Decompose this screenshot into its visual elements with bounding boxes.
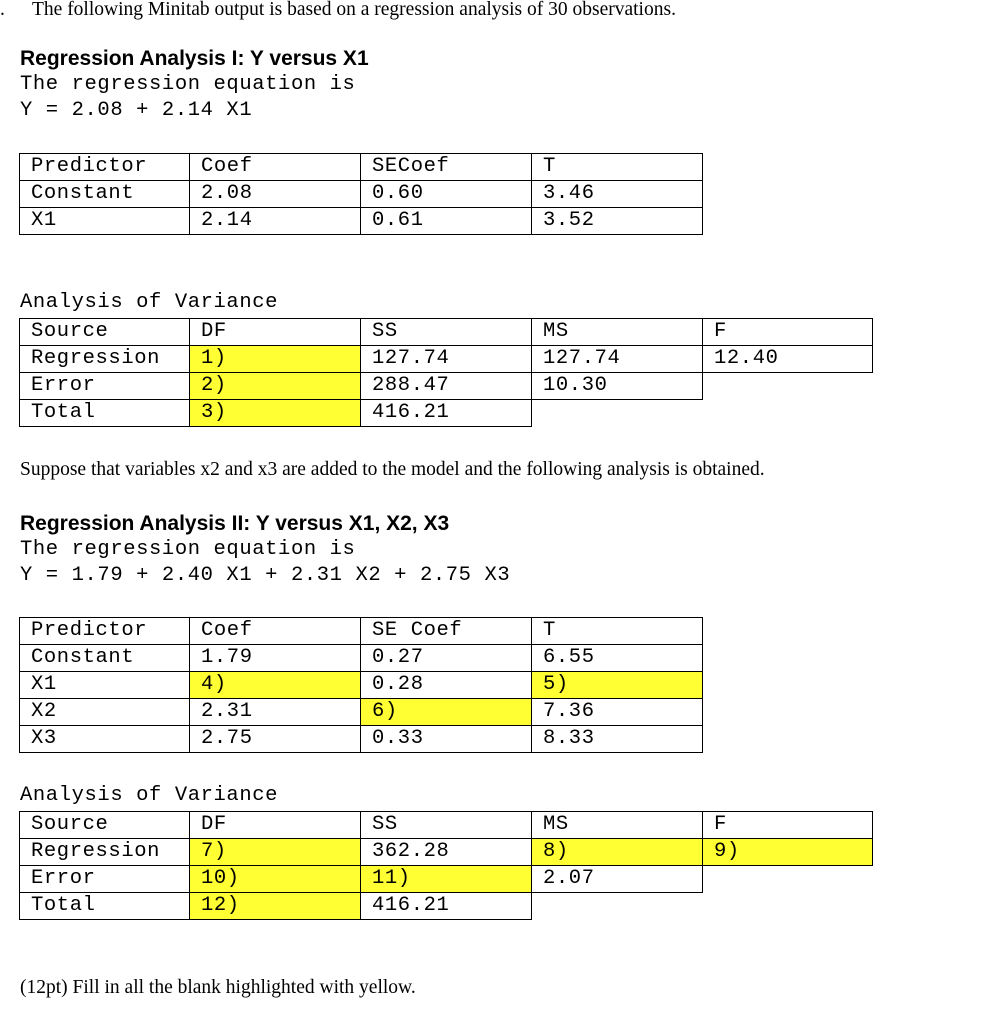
analysis2-eq-intro: The regression equation is [20, 538, 356, 561]
table-row [20, 839, 873, 866]
bullet-mark: . [0, 0, 5, 20]
table-header-row [20, 154, 703, 181]
blank-4: 4) [190, 672, 361, 699]
blank-8: 8) [532, 839, 703, 866]
blank-1: 1) [190, 346, 361, 373]
cell: X1 [20, 208, 190, 235]
blank-7: 7) [190, 839, 361, 866]
header-df: DF [190, 319, 361, 346]
header-t: T [532, 154, 703, 181]
header-df: DF [190, 812, 361, 839]
header-predictor: Predictor [20, 618, 190, 645]
header-ss: SS [361, 812, 532, 839]
cell: Regression [20, 839, 190, 866]
empty-cell [703, 866, 873, 893]
cell: 416.21 [361, 893, 532, 920]
cell: X2 [20, 699, 190, 726]
cell: Constant [20, 645, 190, 672]
analysis2-title: Regression Analysis II: Y versus X1, X2, X3 [20, 512, 450, 535]
header-t: T [532, 618, 703, 645]
header-se-coef: SE Coef [361, 618, 532, 645]
table-row [20, 866, 873, 893]
cell: 288.47 [361, 373, 532, 400]
cell: 0.28 [361, 672, 532, 699]
blank-2: 2) [190, 373, 361, 400]
blank-6: 6) [361, 699, 532, 726]
empty-cell [703, 400, 873, 427]
table-header-row [20, 812, 873, 839]
blank-3: 3) [190, 400, 361, 427]
analysis1-equation: Y = 2.08 + 2.14 X1 [20, 99, 253, 122]
table-row [20, 699, 703, 726]
cell: 10.30 [532, 373, 703, 400]
empty-cell [703, 373, 873, 400]
table-row [20, 400, 873, 427]
cell: 2.08 [190, 181, 361, 208]
header-source: Source [20, 319, 190, 346]
cell: 1.79 [190, 645, 361, 672]
header-coef: Coef [190, 618, 361, 645]
cell: 0.60 [361, 181, 532, 208]
table-header-row [20, 319, 873, 346]
cell: 2.14 [190, 208, 361, 235]
table-row [20, 645, 703, 672]
analysis2-equation: Y = 1.79 + 2.40 X1 + 2.31 X2 + 2.75 X3 [20, 564, 511, 587]
header-ms: MS [532, 319, 703, 346]
analysis1-anova-table [19, 318, 873, 427]
cell: 6.55 [532, 645, 703, 672]
cell: Total [20, 893, 190, 920]
analysis1-eq-intro: The regression equation is [20, 73, 356, 96]
analysis1-anova-title: Analysis of Variance [20, 291, 279, 314]
table-row [20, 893, 873, 920]
table-row [20, 208, 703, 235]
analysis2-coef-table [19, 617, 703, 753]
intro-text: The following Minitab output is based on a regression analysis of 30 observations. [32, 0, 676, 20]
empty-cell [703, 893, 873, 920]
cell: 0.33 [361, 726, 532, 753]
transition-text: Suppose that variables x2 and x3 are added to the model and the following analysis is obtained. [20, 459, 765, 480]
cell: Error [20, 373, 190, 400]
header-predictor: Predictor [20, 154, 190, 181]
blank-11: 11) [361, 866, 532, 893]
cell: 8.33 [532, 726, 703, 753]
cell: X1 [20, 672, 190, 699]
cell: 0.61 [361, 208, 532, 235]
header-ss: SS [361, 319, 532, 346]
table-row [20, 181, 703, 208]
cell: 3.46 [532, 181, 703, 208]
cell: 2.07 [532, 866, 703, 893]
header-coef: Coef [190, 154, 361, 181]
header-f: F [703, 319, 873, 346]
analysis2-anova-title: Analysis of Variance [20, 784, 279, 807]
header-ms: MS [532, 812, 703, 839]
cell: Total [20, 400, 190, 427]
cell: 127.74 [532, 346, 703, 373]
cell: X3 [20, 726, 190, 753]
cell: 3.52 [532, 208, 703, 235]
cell: Error [20, 866, 190, 893]
analysis2-anova-table [19, 811, 873, 920]
blank-10: 10) [190, 866, 361, 893]
cell: 2.75 [190, 726, 361, 753]
header-source: Source [20, 812, 190, 839]
cell: Constant [20, 181, 190, 208]
cell: 2.31 [190, 699, 361, 726]
header-f: F [703, 812, 873, 839]
table-row [20, 726, 703, 753]
cell: 12.40 [703, 346, 873, 373]
cell: 0.27 [361, 645, 532, 672]
analysis1-title: Regression Analysis I: Y versus X1 [20, 47, 369, 70]
empty-cell [532, 893, 703, 920]
table-header-row [20, 618, 703, 645]
cell: 7.36 [532, 699, 703, 726]
table-row [20, 373, 873, 400]
table-row [20, 672, 703, 699]
blank-5: 5) [532, 672, 703, 699]
table-row [20, 346, 873, 373]
header-secoef: SECoef [361, 154, 532, 181]
cell: 127.74 [361, 346, 532, 373]
empty-cell [532, 400, 703, 427]
footer-instruction: (12pt) Fill in all the blank highlighted with yellow. [20, 977, 416, 998]
cell: Regression [20, 346, 190, 373]
cell: 416.21 [361, 400, 532, 427]
cell: 362.28 [361, 839, 532, 866]
blank-9: 9) [703, 839, 873, 866]
blank-12: 12) [190, 893, 361, 920]
analysis1-coef-table [19, 153, 703, 235]
